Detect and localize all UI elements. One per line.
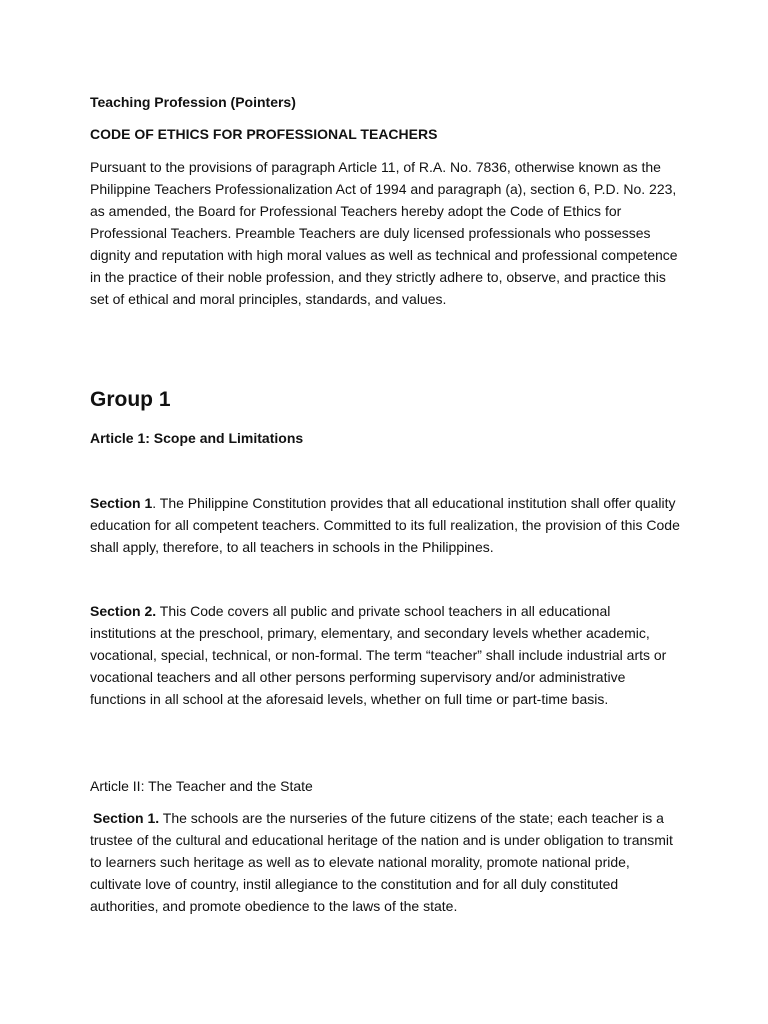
section-text: The schools are the nurseries of the future citizens of the state; each teacher is a trustee of the cultural and educational heritage of the nation and is under obligation to transmit to learners such heritage as well as to elevate national morality, promote national pride, cultivate love of country, instil allegiance to the constitution and for all duly constituted authorities, and promote obedience to the laws of the state. (90, 810, 673, 914)
section-text: . The Philippine Constitution provides that all educational institution shall offer quality education for all competent teachers. Committed to its full realization, the provision of this Code shall apply, therefore, to all teachers in schools in the Philippines. (90, 495, 680, 555)
section-text: This Code covers all public and private school teachers in all educational institutions at the preschool, primary, elementary, and secondary levels whether academic, vocational, special, technical, or non-formal. The term “teacher” shall include industrial arts or vocational teachers and all other persons performing supervisory and/or administrative functions in all school at the aforesaid levels, whether on full time or part-time basis. (90, 603, 667, 707)
intro-paragraph: Pursuant to the provisions of paragraph Article 11, of R.A. No. 7836, otherwise known as the Philippine Teachers Professionalization Act of 1994 and paragraph (a), section 6, P.D. No. 223, as amended, the Board for Professional Teachers hereby adopt the Code of Ethics for Professional Teachers. Preamble Teachers are duly licensed professionals who possesses dignity and reputation with high moral values as well as technical and professional competence in the practice of their noble profession, and they strictly adhere to, observe, and practice this set of ethical and moral principles, standards, and values. (90, 159, 678, 307)
section-label: Section 1 (90, 495, 153, 511)
group-heading: Group 1 (90, 388, 171, 411)
article-1-section-1 (90, 492, 680, 558)
section-label: Section 1. (93, 810, 160, 826)
section-label: Section 2. (90, 603, 157, 619)
article-1-title: Article 1: Scope and Limitations (90, 430, 304, 446)
document-title: Teaching Profession (Pointers) (90, 94, 296, 110)
article-2-title: Article II: The Teacher and the State (90, 778, 313, 794)
article-2-section-1 (90, 807, 680, 917)
article-1-section-2 (90, 600, 680, 710)
document-subtitle: CODE OF ETHICS FOR PROFESSIONAL TEACHERS (90, 126, 438, 142)
